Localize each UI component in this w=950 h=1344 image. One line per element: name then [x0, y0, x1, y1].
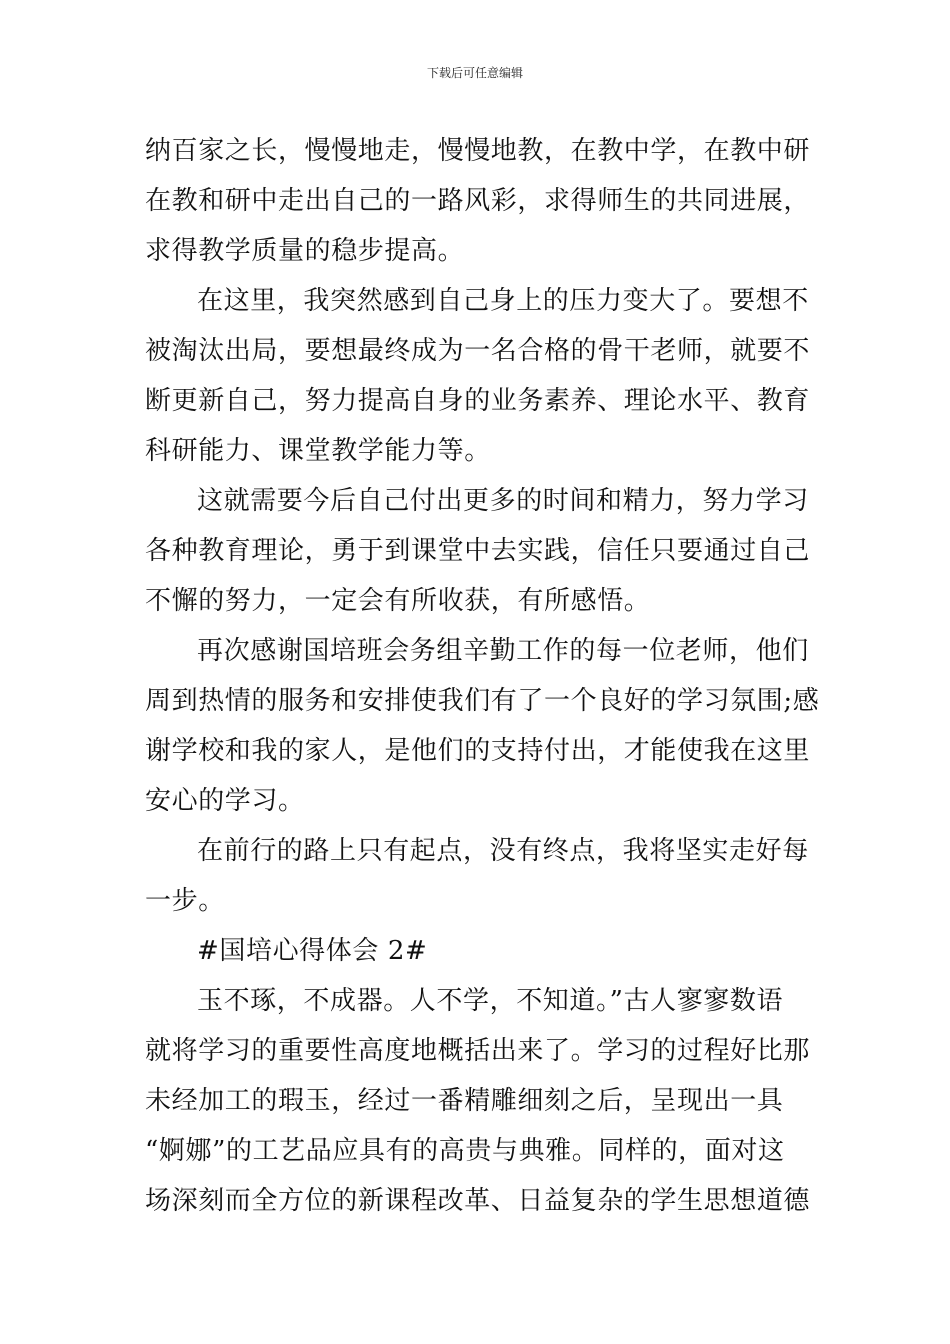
text-line: 在这里，我突然感到自己身上的压力变大了。要想不	[197, 286, 809, 316]
text-line: 再次感谢国培班会务组辛勤工作的每一位老师，他们	[197, 636, 809, 666]
text-line: 安心的学习。	[145, 786, 305, 816]
text-line: 场深刻而全方位的新课程改革、日益复杂的学生思想道德	[145, 1186, 811, 1216]
text-line: 在教和研中走出自己的一路风彩，求得师生的共同进展，	[145, 186, 811, 216]
text-line: 就将学习的重要性高度地概括出来了。学习的过程好比那	[145, 1036, 811, 1066]
text-line: 一步。	[145, 886, 225, 916]
text-line: “婀娜”的工艺品应具有的高贵与典雅。同样的，面对这	[145, 1136, 785, 1166]
document-body	[145, 126, 820, 1226]
section-heading: #国培心得体会 2#	[197, 936, 428, 966]
text-line: 周到热情的服务和安排使我们有了一个良好的学习氛围;感	[145, 686, 820, 716]
text-line: 各种教育理论，勇于到课堂中去实践，信任只要通过自己	[145, 536, 811, 566]
text-line: 科研能力、课堂教学能力等。	[145, 436, 491, 466]
text-line: 谢学校和我的家人，是他们的支持付出，才能使我在这里	[145, 736, 811, 766]
text-line: 不懈的努力，一定会有所收获，有所感悟。	[145, 586, 651, 616]
text-line: 求得教学质量的稳步提高。	[145, 236, 465, 266]
text-line: 断更新自己，努力提高自身的业务素养、理论水平、教育	[145, 386, 811, 416]
text-line: 被淘汰出局，要想最终成为一名合格的骨干老师，就要不	[145, 336, 811, 366]
text-line: 这就需要今后自己付出更多的时间和精力，努力学习	[197, 486, 809, 516]
page-header: 下载后可任意编辑	[426, 66, 523, 80]
text-line: 未经加工的瑕玉，经过一番精雕细刻之后，呈现出一具	[145, 1086, 784, 1116]
text-line: 纳百家之长，慢慢地走，慢慢地教，在教中学，在教中研	[145, 136, 811, 166]
text-line: 在前行的路上只有起点，没有终点，我将坚实走好每	[197, 836, 809, 866]
text-line: 玉不琢，不成器。人不学，不知道。”古人寥寥数语	[197, 986, 784, 1016]
